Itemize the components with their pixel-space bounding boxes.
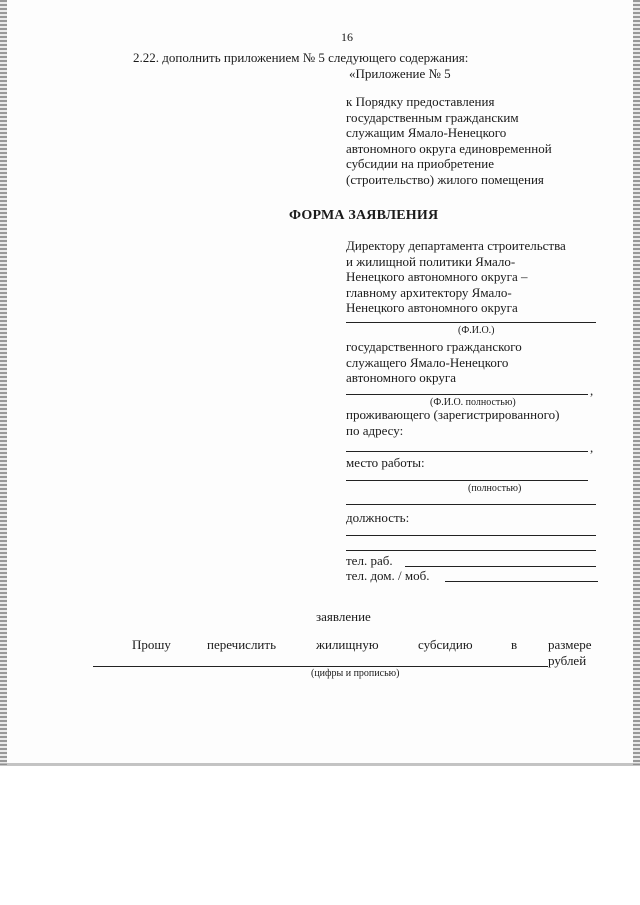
appendix-line: автономного округа единовременной bbox=[346, 140, 552, 156]
statement-title: заявление bbox=[316, 609, 371, 624]
amount-caption: (цифры и прописью) bbox=[311, 668, 400, 679]
request-word: размере bbox=[548, 637, 592, 652]
appendix-line: государственным гражданским bbox=[346, 109, 519, 125]
form-title: ФОРМА ЗАЯВЛЕНИЯ bbox=[289, 208, 439, 223]
addressee-line: Ненецкого автономного округа – bbox=[346, 269, 528, 284]
intro-text: 2.22. дополнить приложением № 5 следующего содержания: bbox=[133, 50, 469, 65]
fio-caption: (Ф.И.О.) bbox=[458, 325, 495, 336]
workplace-field-line-2[interactable] bbox=[346, 504, 596, 505]
workplace-field-line[interactable] bbox=[346, 480, 588, 481]
request-word: перечислить bbox=[207, 637, 276, 652]
workplace-label: место работы: bbox=[346, 455, 425, 470]
amount-field-line[interactable] bbox=[93, 666, 548, 667]
position-label: должность: bbox=[346, 510, 410, 525]
full-caption: (полностью) bbox=[468, 483, 522, 494]
rubles-label: рублей bbox=[548, 653, 587, 668]
addressee-block bbox=[346, 238, 606, 316]
scan-edge-right bbox=[633, 0, 640, 765]
addressee-line: главному архитектору Ямало- bbox=[346, 284, 512, 300]
appendix-title: «Приложение № 5 bbox=[349, 66, 451, 81]
comma: , bbox=[590, 440, 594, 455]
appendix-reference bbox=[346, 94, 596, 187]
fio-full-field-line[interactable] bbox=[346, 394, 588, 395]
scan-edge-left bbox=[0, 0, 7, 765]
request-word: субсидию bbox=[418, 637, 473, 652]
address-label: по адресу: bbox=[346, 423, 404, 438]
position-field-line-2[interactable] bbox=[346, 550, 596, 551]
appendix-line: (строительство) жилого помещения bbox=[346, 171, 544, 187]
fio-full-caption: (Ф.И.О. полностью) bbox=[430, 397, 516, 408]
scan-edge-bottom bbox=[0, 763, 640, 766]
employee-line: государственного гражданского bbox=[346, 339, 522, 354]
employee-line: автономного округа bbox=[346, 370, 456, 385]
phone-home-field-line[interactable] bbox=[445, 581, 598, 582]
appendix-line: к Порядку предоставления bbox=[346, 94, 495, 109]
phone-work-field-line[interactable] bbox=[405, 566, 596, 567]
request-word: жилищную bbox=[316, 637, 379, 652]
request-word: в bbox=[511, 637, 518, 652]
request-word: Прошу bbox=[132, 637, 171, 652]
comma: , bbox=[590, 383, 594, 398]
fio-field-line[interactable] bbox=[346, 322, 596, 323]
addressee-line: Директору департамента строительства bbox=[346, 238, 566, 253]
page-number: 16 bbox=[341, 30, 353, 44]
appendix-line: субсидии на приобретение bbox=[346, 156, 494, 171]
position-field-line[interactable] bbox=[346, 535, 596, 536]
phone-work-label: тел. раб. bbox=[346, 553, 393, 568]
employee-block bbox=[346, 339, 596, 386]
phone-home-label: тел. дом. / моб. bbox=[346, 568, 430, 583]
address-field-line[interactable] bbox=[346, 451, 588, 452]
addressee-line: Ненецкого автономного округа bbox=[346, 300, 518, 315]
addressee-line: и жилищной политики Ямало- bbox=[346, 253, 516, 269]
residence-label: проживающего (зарегистрированного) bbox=[346, 407, 560, 422]
appendix-line: служащим Ямало-Ненецкого bbox=[346, 125, 507, 140]
employee-line: служащего Ямало-Ненецкого bbox=[346, 354, 509, 370]
